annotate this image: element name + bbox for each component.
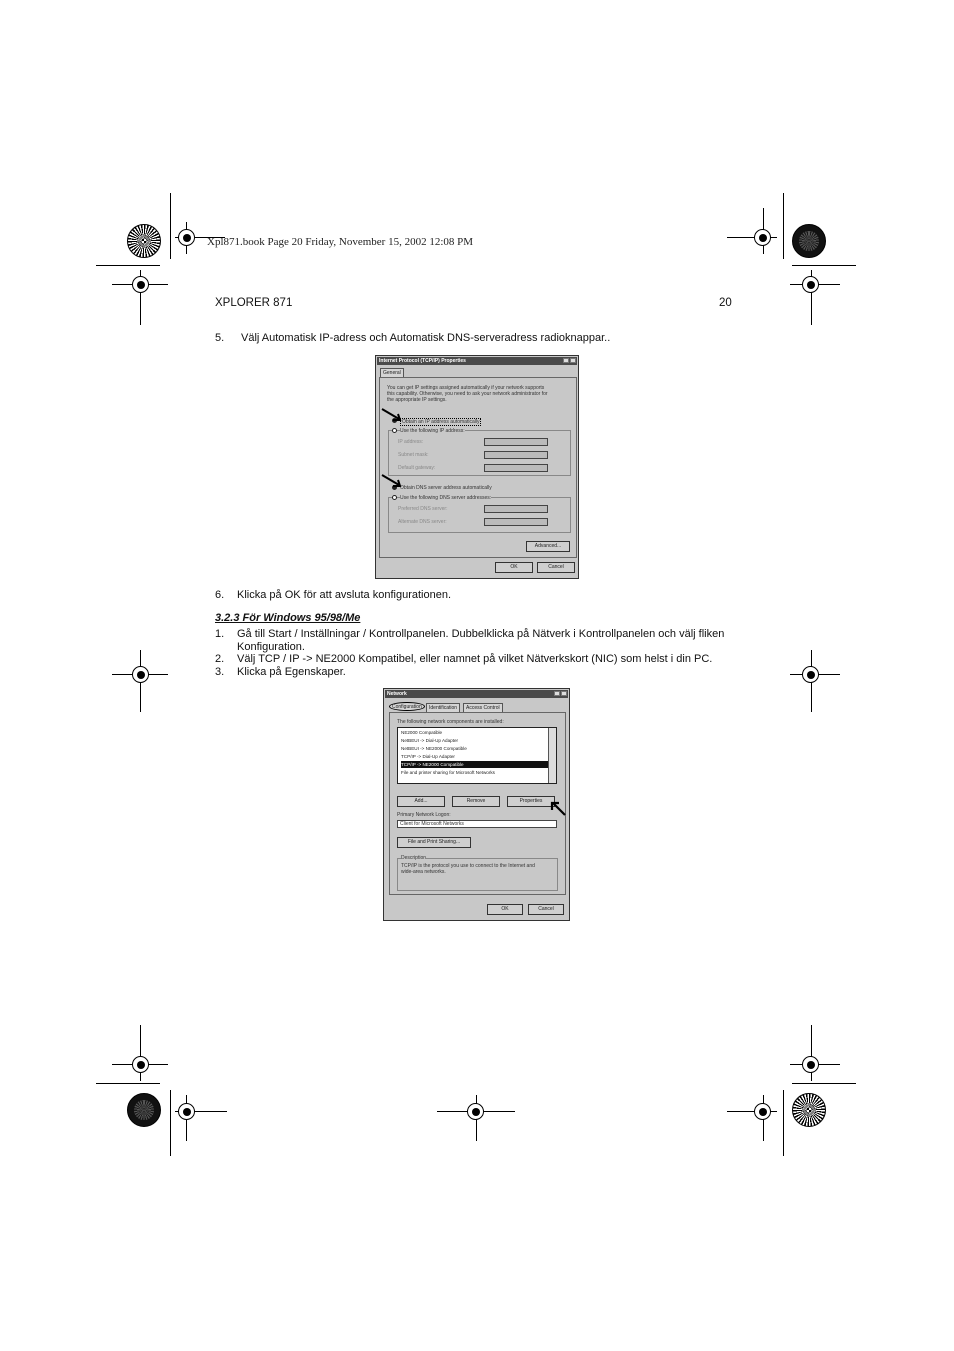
list-item: NetBEUI -> NE2000 Compatible: [401, 746, 467, 751]
logon-label: Primary Network Logon:: [397, 812, 451, 818]
registration-target-icon: [802, 276, 819, 293]
manual-ip-label: Use the following IP address:: [400, 428, 465, 434]
running-title: XPLORER 871: [215, 297, 293, 309]
registration-target-icon: [132, 1056, 149, 1073]
intro-line: this capability. Otherwise, you need to ask your network administrator for: [387, 391, 548, 397]
arrow-pointer-icon: [381, 408, 403, 422]
page-number: 20: [719, 297, 732, 309]
tcpip-properties-screenshot: [375, 355, 579, 579]
network-dialog-screenshot: [383, 688, 570, 921]
win9x-step-1: [215, 628, 775, 654]
cancel-button: Cancel: [537, 562, 575, 573]
list-item: File and printer sharing for Microsoft Networks: [401, 770, 495, 775]
cancel-button: Cancel: [528, 904, 564, 915]
description-text: wide-area networks.: [401, 869, 446, 875]
ip-field-label: Default gateway:: [398, 465, 436, 471]
dialog-title: Internet Protocol (TCP/IP) Properties: [377, 357, 577, 365]
step-text: Gå till Start / Inställningar / Kontrollpanelen. Dubbelklicka på Nätverk i Kontrollpanelen och välj fliken Konfiguration.: [237, 628, 725, 653]
tab-pane: [379, 377, 577, 558]
tab-pane: [389, 712, 566, 895]
list-scrollbar: [548, 728, 556, 783]
step-number: 5.: [215, 332, 225, 344]
step-number: 6.: [215, 589, 225, 601]
step-6: [215, 589, 775, 603]
tab-configuration: Configuration: [389, 702, 425, 711]
tab-identification: Identification: [426, 703, 460, 712]
preferred-dns-field: [484, 505, 548, 513]
win9x-step-3: [215, 666, 775, 680]
file-print-sharing-button: File and Print Sharing...: [397, 837, 471, 848]
registration-target-icon: [132, 276, 149, 293]
registration-target-icon: [178, 229, 195, 246]
logon-value: Client for Microsoft Networks: [400, 821, 464, 827]
intro-line: the appropriate IP settings.: [387, 397, 447, 403]
advanced-button: Advanced...: [526, 541, 570, 552]
subnet-mask-field: [484, 451, 548, 459]
alternate-dns-field: [484, 518, 548, 526]
logon-select: [397, 820, 557, 828]
list-item: NetBEUI -> Dial-Up Adapter: [401, 738, 459, 743]
manual-dns-label: Use the following DNS server addresses:: [400, 495, 492, 501]
registration-target-icon: [802, 1056, 819, 1073]
registration-rosette-icon: [792, 224, 826, 258]
dialog-title: Network: [385, 690, 568, 698]
registration-target-icon: [802, 666, 819, 683]
list-item: TCP/IP -> Dial-Up Adapter: [401, 754, 455, 759]
registration-target-icon: [178, 1103, 195, 1120]
dns-group: [388, 497, 571, 533]
add-button: Add...: [397, 796, 445, 807]
manual-dns-radio: [392, 495, 397, 500]
step-text: Klicka på OK för att avsluta konfigurationen.: [237, 589, 452, 601]
section-heading: 3.2.3 För Windows 95/98/Me: [215, 612, 361, 624]
dns-field-label: Preferred DNS server:: [398, 506, 448, 512]
ok-button: OK: [495, 562, 533, 573]
registration-rosette-icon: [127, 224, 161, 258]
list-item: NE2000 Compatible: [401, 730, 443, 735]
list-item-selected: TCP/IP -> NE2000 Compatible: [401, 761, 548, 768]
description-label: Description: [401, 855, 427, 861]
registration-rosette-icon: [792, 1093, 826, 1127]
ok-button: OK: [487, 904, 523, 915]
list-caption: The following network components are installed:: [397, 719, 504, 725]
step-5: [215, 332, 775, 346]
dns-field-label: Alternate DNS server:: [398, 519, 447, 525]
registration-rosette-icon: [127, 1093, 161, 1127]
help-icon: [563, 358, 569, 363]
remove-button: Remove: [452, 796, 500, 807]
registration-target-icon: [132, 666, 149, 683]
close-icon: [561, 691, 567, 696]
components-list: [397, 727, 557, 784]
default-gateway-field: [484, 464, 548, 472]
ip-field-label: IP address:: [398, 439, 424, 445]
arrow-pointer-icon: [550, 801, 568, 817]
step-number: 3.: [215, 666, 225, 678]
step-text: Välj Automatisk IP-adress och Automatisk DNS-serveradress radioknappar..: [241, 332, 611, 344]
registration-target-icon: [754, 229, 771, 246]
registration-target-icon: [754, 1103, 771, 1120]
step-number: 1.: [215, 628, 225, 640]
auto-dns-label: Obtain DNS server address automatically: [400, 485, 492, 491]
help-icon: [554, 691, 560, 696]
tab-access-control: Access Control: [463, 703, 503, 712]
step-text: Välj TCP / IP -> NE2000 Kompatibel, eller namnet på vilket Nätverkskort (NIC) som helst i din PC.: [237, 653, 713, 665]
manual-ip-radio: [392, 428, 397, 433]
tab-general: General: [380, 368, 404, 377]
ip-address-field: [484, 438, 548, 446]
properties-button: Properties: [507, 796, 555, 807]
ip-field-label: Subnet mask:: [398, 452, 429, 458]
step-number: 2.: [215, 653, 225, 665]
book-header: Xpl871.book Page 20 Friday, November 15, 2002 12:08 PM: [207, 236, 474, 248]
win9x-step-2: [215, 653, 775, 667]
registration-target-icon: [467, 1103, 484, 1120]
description-text: TCP/IP is the protocol you use to connect to the Internet and: [401, 863, 535, 869]
close-icon: [570, 358, 576, 363]
arrow-pointer-icon: [381, 474, 403, 488]
auto-ip-label: Obtain an IP address automatically: [402, 419, 480, 425]
step-text: Klicka på Egenskaper.: [237, 666, 346, 678]
intro-line: You can get IP settings assigned automatically if your network supports: [387, 385, 545, 391]
